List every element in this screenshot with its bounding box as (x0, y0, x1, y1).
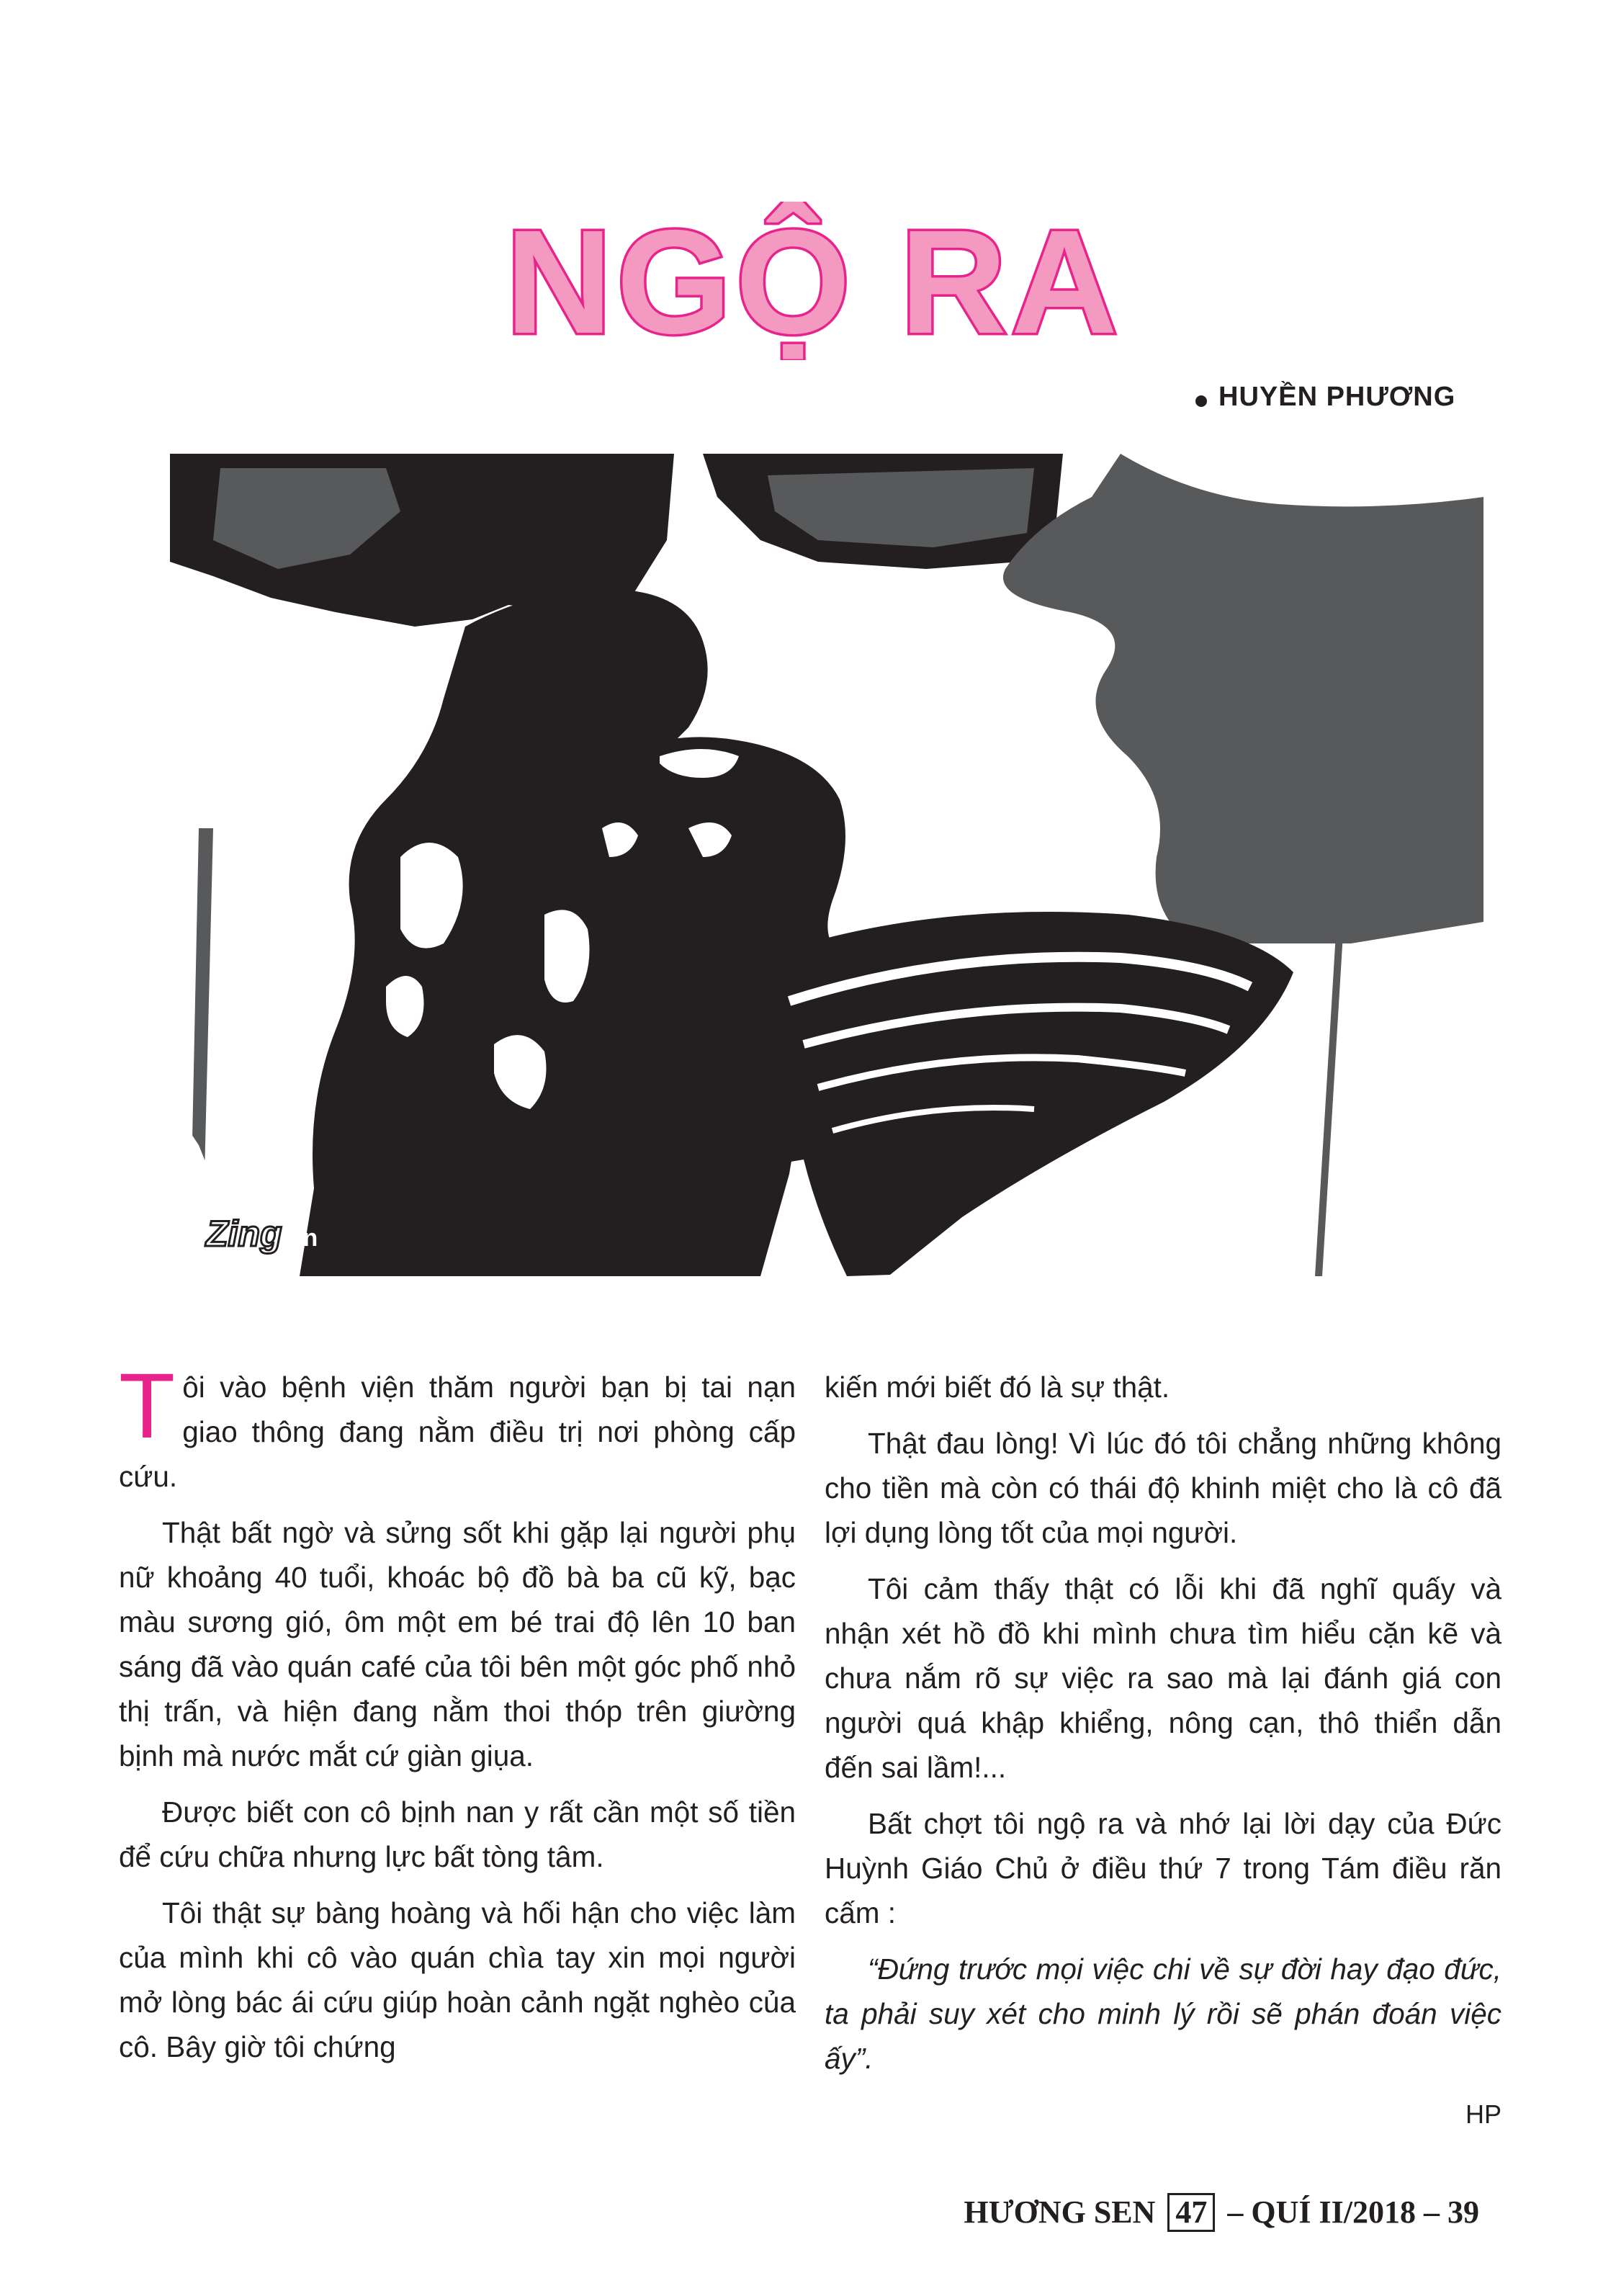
image-watermark (206, 1213, 318, 1255)
issue-period: – QUÍ II/2018 – (1227, 2194, 1440, 2230)
paragraph: Được biết con cô bịnh nan y rất cần một số tiền để cứu chữa nhưng lực bất tòng tâm. (119, 1795, 796, 1873)
magazine-name: HƯƠNG SEN (964, 2194, 1156, 2230)
issue-number: 47 (1167, 2193, 1215, 2232)
paragraph: Thật bất ngờ và sửng sốt khi gặp lại người phụ nữ khoảng 40 tuổi, khoác bộ đồ bà ba cũ kỹ, bạc màu sương gió, ôm một em bé trai độ lên 10 ban sáng đã vào quán café của tôi bên một góc phố nhỏ thị trấn, và hiện đang nằm thoi thóp trên giường bịnh mà nước mắt cứ giàn giụa. (119, 1516, 796, 1772)
article-illustration (170, 454, 1483, 1276)
author-byline (1195, 382, 1455, 413)
paragraph: kiến mới biết đó là sự thật. (825, 1371, 1170, 1404)
paragraph (119, 1355, 796, 1499)
bullet-icon (1195, 395, 1207, 407)
article-title-text: NGỘ RA (506, 202, 1122, 360)
article-title (389, 202, 1239, 360)
paragraph: Tôi cảm thấy thật có lỗi khi đã nghĩ quấy và nhận xét hồ đồ khi mình chưa tìm hiểu cặn kẽ và chưa nắm rõ sự việc ra sao mà lại đánh giá con người quá khập khiểng, nông cạn, thô thiển dẫn đến sai lầm!... (825, 1572, 1501, 1784)
signoff: HP (1465, 2099, 1501, 2129)
page-footer (964, 2193, 1479, 2232)
paragraph: Thật đau lòng! Vì lúc đó tôi chẳng những không cho tiền mà còn có thái độ khinh miệt cho là cô đã lợi dụng lòng tốt của mọi người. (825, 1427, 1501, 1549)
quote: “Đứng trước mọi việc chi về sự đời hay đạo đức, ta phải suy xét cho minh lý rồi sẽ phán đoán việc ấy”. (825, 1952, 1501, 2075)
author-name: HUYỀN PHƯƠNG (1218, 382, 1456, 412)
paragraph: Tôi thật sự bàng hoàng và hối hận cho việc làm của mình khi cô vào quán chìa tay xin mọi người mở lòng bác ái cứu giúp hoàn cảnh ngặt nghèo của cô. Bây giờ tôi chứng (119, 1896, 796, 2063)
watermark-logo: Zing (206, 1214, 282, 1254)
paragraph-text: ôi vào bệnh viện thăm người bạn bị tai nạn giao thông đang nằm điều trị nơi phòng cấp cứu. (119, 1371, 796, 1493)
page-number: 39 (1447, 2194, 1479, 2230)
dropcap: T (119, 1355, 176, 1458)
right-column (825, 1365, 1501, 2148)
paragraph: Bất chợt tôi ngộ ra và nhớ lại lời dạy của Đức Huỳnh Giáo Chủ ở điều thứ 7 trong Tám điều răn cấm : (825, 1807, 1501, 1929)
watermark-suffix: vn (289, 1224, 318, 1252)
left-column (119, 1355, 796, 2081)
